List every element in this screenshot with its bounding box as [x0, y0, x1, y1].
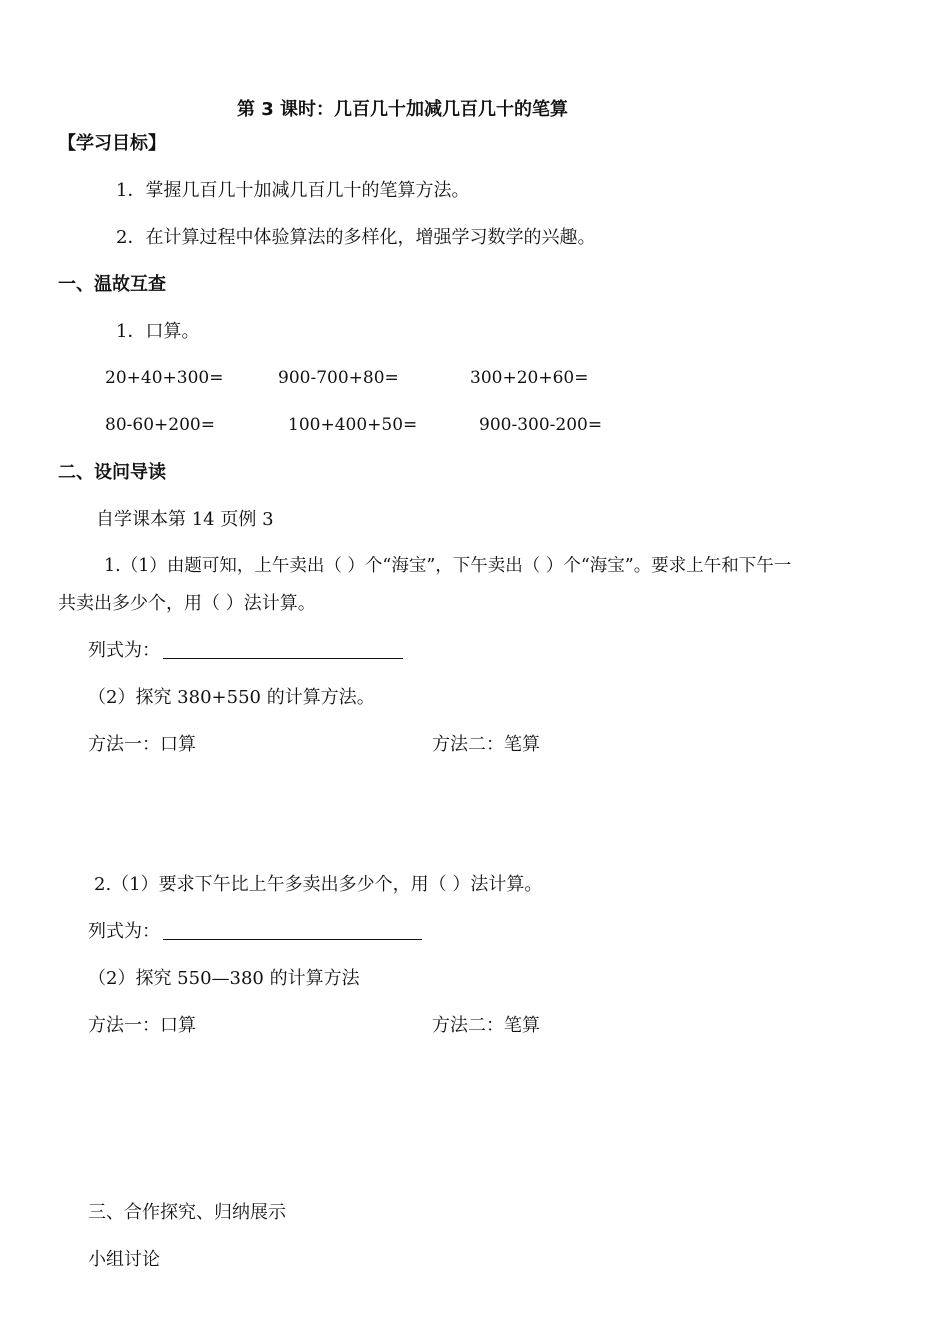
question2-answer-line[interactable]: [163, 939, 422, 940]
objective-item-2: 2．在计算过程中体验算法的多样化，增强学习数学的兴趣。: [116, 227, 596, 248]
question2-formula-label: 列式为：: [88, 921, 160, 942]
section2-heading: 二、设问导读: [58, 462, 166, 483]
mental-math-6: 900-300-200=: [479, 415, 603, 435]
page-title: 第 3 课时：几百几十加减几百几十的笔算: [237, 99, 569, 120]
question2-method1: 方法一：口算: [88, 1015, 196, 1036]
section2-intro: 自学课本第 14 页例 3: [96, 509, 274, 530]
objectives-heading: 【学习目标】: [58, 133, 166, 154]
mental-math-2: 900-700+80=: [278, 368, 399, 388]
question1-part2: （2）探究 380+550 的计算方法。: [88, 687, 375, 708]
mental-math-4: 80-60+200=: [105, 415, 215, 435]
section3-sub: 小组讨论: [88, 1249, 160, 1270]
section1-sub: 1．口算。: [116, 321, 200, 342]
question2-method2: 方法二：笔算: [432, 1015, 540, 1036]
question1-line2: 共卖出多少个，用（ ）法计算。: [58, 593, 316, 614]
question1-formula-label: 列式为：: [88, 640, 160, 661]
mental-math-3: 300+20+60=: [470, 368, 589, 388]
question1-method2: 方法二：笔算: [432, 734, 540, 755]
question1-answer-line[interactable]: [163, 658, 403, 659]
question1-line1: 1.（1）由题可知，上午卖出（ ）个“海宝”，下午卖出（ ）个“海宝”。要求上午和下午一: [104, 556, 792, 576]
mental-math-5: 100+400+50=: [288, 415, 418, 435]
objective-item-1: 1．掌握几百几十加减几百几十的笔算方法。: [116, 180, 470, 201]
question2-part2: （2）探究 550—380 的计算方法: [88, 968, 360, 989]
question1-method1: 方法一：口算: [88, 734, 196, 755]
section3-heading: 三、合作探究、归纳展示: [88, 1202, 286, 1223]
mental-math-1: 20+40+300=: [105, 368, 224, 388]
section1-heading: 一、温故互查: [58, 274, 166, 295]
question2-line1: 2.（1）要求下午比上午多卖出多少个，用（ ）法计算。: [94, 874, 543, 895]
